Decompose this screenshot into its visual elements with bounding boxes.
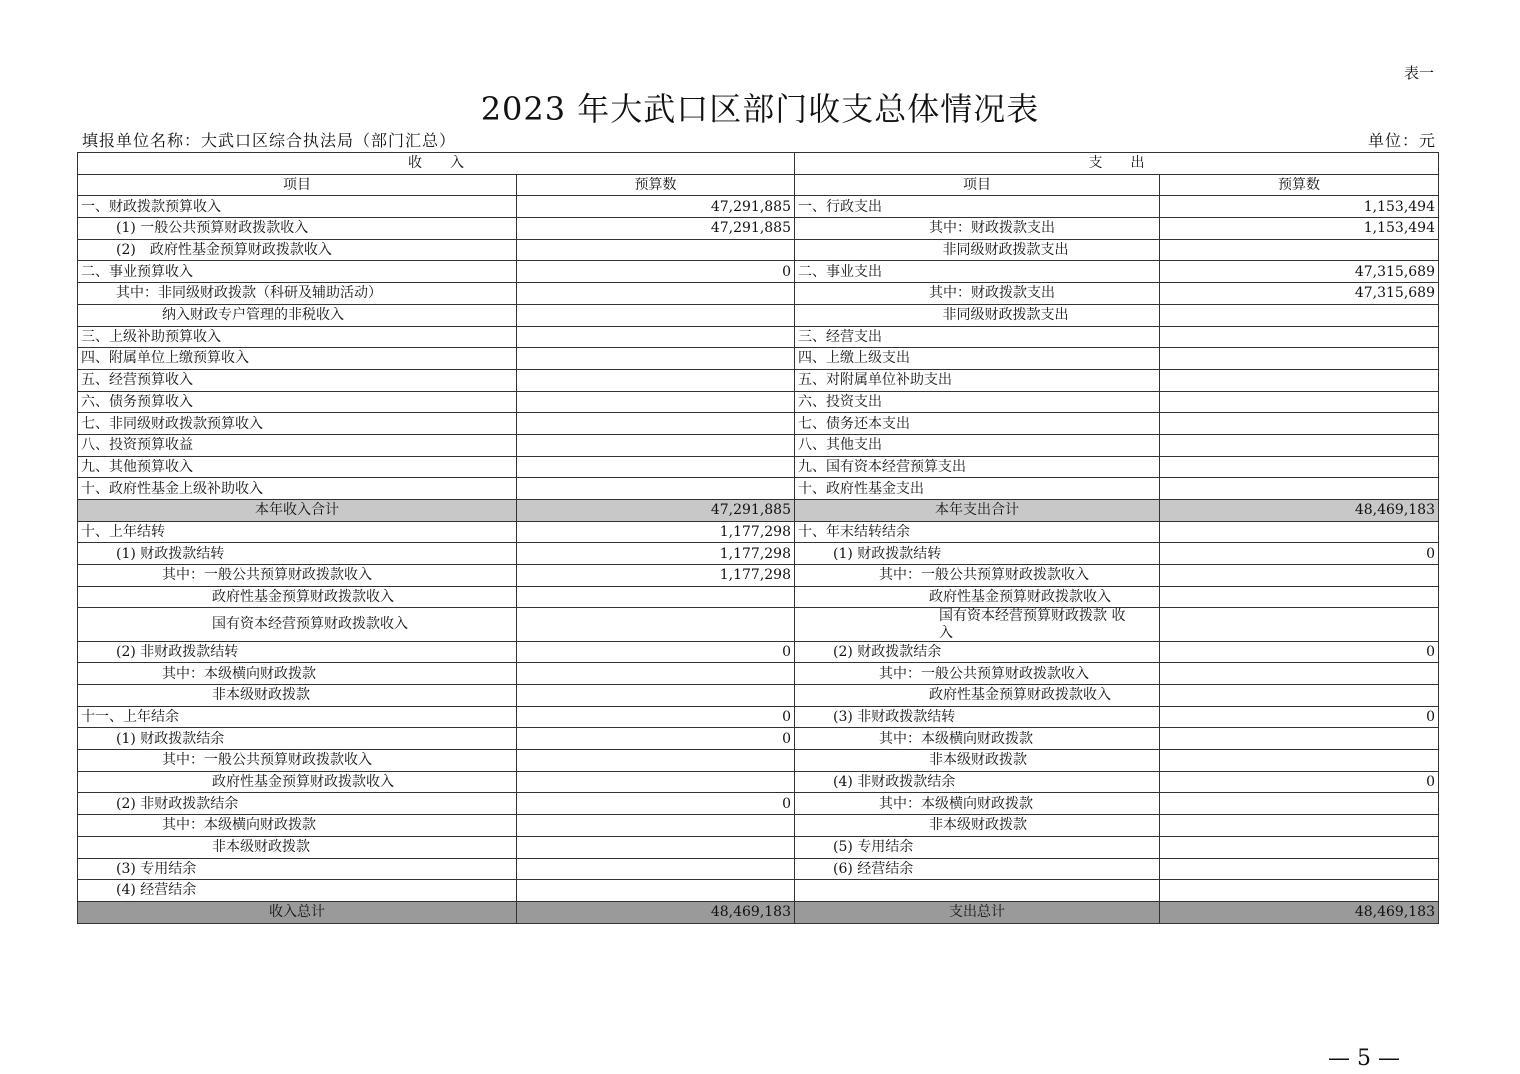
expense-item: 十、政府性基金支出 (795, 478, 1160, 500)
expense-item: 十、年末结转结余 (795, 521, 1160, 543)
table-row (78, 815, 1439, 837)
income-value (517, 586, 795, 608)
income-item: 八、投资预算收益 (78, 434, 517, 456)
income-item: 非本级财政拨款 (78, 836, 517, 858)
income-item: (2) 非财政拨款结转 (78, 641, 517, 663)
income-value: 1,177,298 (517, 565, 795, 587)
income-item: 国有资本经营预算财政拨款收入 (78, 608, 517, 641)
expense-value (1160, 663, 1439, 685)
table-row (78, 239, 1439, 261)
table-row (78, 685, 1439, 707)
income-item: (3) 专用结余 (78, 858, 517, 880)
expense-value (1160, 815, 1439, 837)
table-row (78, 641, 1439, 663)
table-row (78, 348, 1439, 370)
expense-item: 其中：一般公共预算财政拨款收入 (795, 565, 1160, 587)
expense-value (1160, 521, 1439, 543)
income-value: 1,177,298 (517, 521, 795, 543)
expense-subtotal-value: 48,469,183 (1160, 500, 1439, 522)
income-item: 非本级财政拨款 (78, 685, 517, 707)
table-row (78, 543, 1439, 565)
expense-value (1160, 391, 1439, 413)
expense-item: 政府性基金预算财政拨款收入 (795, 685, 1160, 707)
expense-item: 非本级财政拨款 (795, 815, 1160, 837)
income-value (517, 239, 795, 261)
table-row (78, 456, 1439, 478)
expense-value (1160, 685, 1439, 707)
expense-total-label: 支出总计 (795, 901, 1160, 923)
expense-item: 非同级财政拨款支出 (795, 304, 1160, 326)
income-item: 其中：非同级财政拨款（科研及辅助活动） (78, 283, 517, 305)
expense-value (1160, 728, 1439, 750)
table-row (78, 858, 1439, 880)
expense-value: 1,153,494 (1160, 196, 1439, 218)
income-value (517, 608, 795, 641)
page-title: 2023 年大武口区部门收支总体情况表 (480, 90, 1040, 128)
income-value (517, 348, 795, 370)
expense-item: 二、事业支出 (795, 261, 1160, 283)
income-value (517, 685, 795, 707)
table-row (78, 771, 1439, 793)
income-item: (1) 财政拨款结余 (78, 728, 517, 750)
expense-value: 47,315,689 (1160, 261, 1439, 283)
currency-unit: 单位：元 (1367, 131, 1436, 150)
expense-value: 0 (1160, 641, 1439, 663)
income-value: 0 (517, 706, 795, 728)
income-value (517, 391, 795, 413)
expense-value: 47,315,689 (1160, 283, 1439, 305)
expense-budget-header: 预算数 (1160, 174, 1439, 196)
table-row (78, 434, 1439, 456)
expense-item: 七、债务还本支出 (795, 413, 1160, 435)
income-total-label: 收入总计 (78, 901, 517, 923)
expense-item: 九、国有资本经营预算支出 (795, 456, 1160, 478)
expense-item: (2) 财政拨款结余 (795, 641, 1160, 663)
expense-value: 1,153,494 (1160, 218, 1439, 240)
expense-value (1160, 880, 1439, 902)
table-row (78, 836, 1439, 858)
expense-value (1160, 793, 1439, 815)
income-item: 三、上级补助预算收入 (78, 326, 517, 348)
income-value: 0 (517, 793, 795, 815)
income-item: 政府性基金预算财政拨款收入 (78, 586, 517, 608)
income-item: 纳入财政专户管理的非税收入 (78, 304, 517, 326)
table-row (78, 521, 1439, 543)
expense-item: (5) 专用结余 (795, 836, 1160, 858)
income-item: 四、附属单位上缴预算收入 (78, 348, 517, 370)
income-value (517, 434, 795, 456)
income-expense-table (77, 152, 1439, 924)
expense-item: 其中：一般公共预算财政拨款收入 (795, 663, 1160, 685)
expense-value: 0 (1160, 543, 1439, 565)
income-value (517, 663, 795, 685)
expense-header: 支 出 (795, 153, 1439, 175)
table-row (78, 369, 1439, 391)
expense-item: 其中：本级横向财政拨款 (795, 793, 1160, 815)
income-header: 收 入 (78, 153, 795, 175)
table-row (78, 880, 1439, 902)
expense-item: 国有资本经营预算财政拨款 收入 (795, 608, 1160, 641)
table-row (78, 706, 1439, 728)
table-row (78, 218, 1439, 240)
table-row (78, 196, 1439, 218)
expense-value (1160, 239, 1439, 261)
income-item: 六、债务预算收入 (78, 391, 517, 413)
income-budget-header: 预算数 (517, 174, 795, 196)
expense-item: (1) 财政拨款结转 (795, 543, 1160, 565)
expense-item: 政府性基金预算财政拨款收入 (795, 586, 1160, 608)
income-item-header: 项目 (78, 174, 517, 196)
income-item: (2) 非财政拨款结余 (78, 793, 517, 815)
expense-value (1160, 750, 1439, 772)
income-item: 其中：一般公共预算财政拨款收入 (78, 750, 517, 772)
section-header-row (78, 153, 1439, 175)
table-row (78, 413, 1439, 435)
table-row (78, 326, 1439, 348)
table-row (78, 728, 1439, 750)
income-total-value: 48,469,183 (517, 901, 795, 923)
table-row (78, 608, 1439, 641)
income-item: 十、政府性基金上级补助收入 (78, 478, 517, 500)
expense-item: 一、行政支出 (795, 196, 1160, 218)
expense-item: 其中：财政拨款支出 (795, 283, 1160, 305)
income-value (517, 304, 795, 326)
expense-subtotal-label: 本年支出合计 (795, 500, 1160, 522)
subtotal-row (78, 500, 1439, 522)
table-row (78, 565, 1439, 587)
expense-value: 0 (1160, 771, 1439, 793)
expense-value (1160, 608, 1439, 641)
expense-total-value: 48,469,183 (1160, 901, 1439, 923)
table-row (78, 261, 1439, 283)
income-item: (2) 政府性基金预算财政拨款收入 (78, 239, 517, 261)
expense-item: 六、投资支出 (795, 391, 1160, 413)
expense-item: (4) 非财政拨款结余 (795, 771, 1160, 793)
expense-value (1160, 586, 1439, 608)
table-row (78, 663, 1439, 685)
expense-item: 非同级财政拨款支出 (795, 239, 1160, 261)
income-item: 一、财政拨款预算收入 (78, 196, 517, 218)
expense-value (1160, 434, 1439, 456)
income-item: (4) 经营结余 (78, 880, 517, 902)
income-value: 0 (517, 641, 795, 663)
income-value (517, 456, 795, 478)
expense-value (1160, 456, 1439, 478)
income-value (517, 771, 795, 793)
table-number: 表一 (1403, 64, 1434, 82)
income-item: (1) 财政拨款结转 (78, 543, 517, 565)
expense-item: (6) 经营结余 (795, 858, 1160, 880)
expense-item: 八、其他支出 (795, 434, 1160, 456)
income-value: 47,291,885 (517, 218, 795, 240)
expense-value (1160, 326, 1439, 348)
expense-item: 三、经营支出 (795, 326, 1160, 348)
expense-item: 五、对附属单位补助支出 (795, 369, 1160, 391)
expense-value (1160, 369, 1439, 391)
expense-item: (3) 非财政拨款结转 (795, 706, 1160, 728)
income-value (517, 283, 795, 305)
table-row (78, 304, 1439, 326)
expense-item-header: 项目 (795, 174, 1160, 196)
income-item: 其中：本级横向财政拨款 (78, 663, 517, 685)
income-value: 0 (517, 728, 795, 750)
expense-value (1160, 565, 1439, 587)
expense-item: 其中：财政拨款支出 (795, 218, 1160, 240)
column-header-row (78, 174, 1439, 196)
expense-value (1160, 413, 1439, 435)
expense-item (795, 880, 1160, 902)
expense-item: 四、上缴上级支出 (795, 348, 1160, 370)
income-item: 七、非同级财政拨款预算收入 (78, 413, 517, 435)
income-value (517, 326, 795, 348)
reporting-unit: 填报单位名称：大武口区综合执法局（部门汇总） (82, 131, 457, 150)
expense-value (1160, 858, 1439, 880)
income-subtotal-label: 本年收入合计 (78, 500, 517, 522)
income-item: 九、其他预算收入 (78, 456, 517, 478)
expense-value (1160, 304, 1439, 326)
grand-total-row (78, 901, 1439, 923)
income-value (517, 413, 795, 435)
income-value (517, 750, 795, 772)
expense-value (1160, 836, 1439, 858)
table-row (78, 391, 1439, 413)
income-value (517, 369, 795, 391)
income-item: 十、上年结转 (78, 521, 517, 543)
expense-value: 0 (1160, 706, 1439, 728)
table-row (78, 750, 1439, 772)
income-value: 47,291,885 (517, 196, 795, 218)
income-value: 0 (517, 261, 795, 283)
income-item: 十一、上年结余 (78, 706, 517, 728)
income-value (517, 858, 795, 880)
income-value (517, 478, 795, 500)
income-item: 五、经营预算收入 (78, 369, 517, 391)
table-row (78, 478, 1439, 500)
income-item: (1) 一般公共预算财政拨款收入 (78, 218, 517, 240)
income-value: 1,177,298 (517, 543, 795, 565)
table-row (78, 283, 1439, 305)
expense-value (1160, 478, 1439, 500)
income-value (517, 880, 795, 902)
income-subtotal-value: 47,291,885 (517, 500, 795, 522)
expense-item: 非本级财政拨款 (795, 750, 1160, 772)
income-item: 二、事业预算收入 (78, 261, 517, 283)
expense-item: 其中：本级横向财政拨款 (795, 728, 1160, 750)
income-value (517, 836, 795, 858)
income-item: 其中：一般公共预算财政拨款收入 (78, 565, 517, 587)
income-item: 政府性基金预算财政拨款收入 (78, 771, 517, 793)
table-row (78, 793, 1439, 815)
page-number: — 5 — (1328, 1046, 1400, 1071)
income-value (517, 815, 795, 837)
expense-value (1160, 348, 1439, 370)
table-row (78, 586, 1439, 608)
income-item: 其中：本级横向财政拨款 (78, 815, 517, 837)
